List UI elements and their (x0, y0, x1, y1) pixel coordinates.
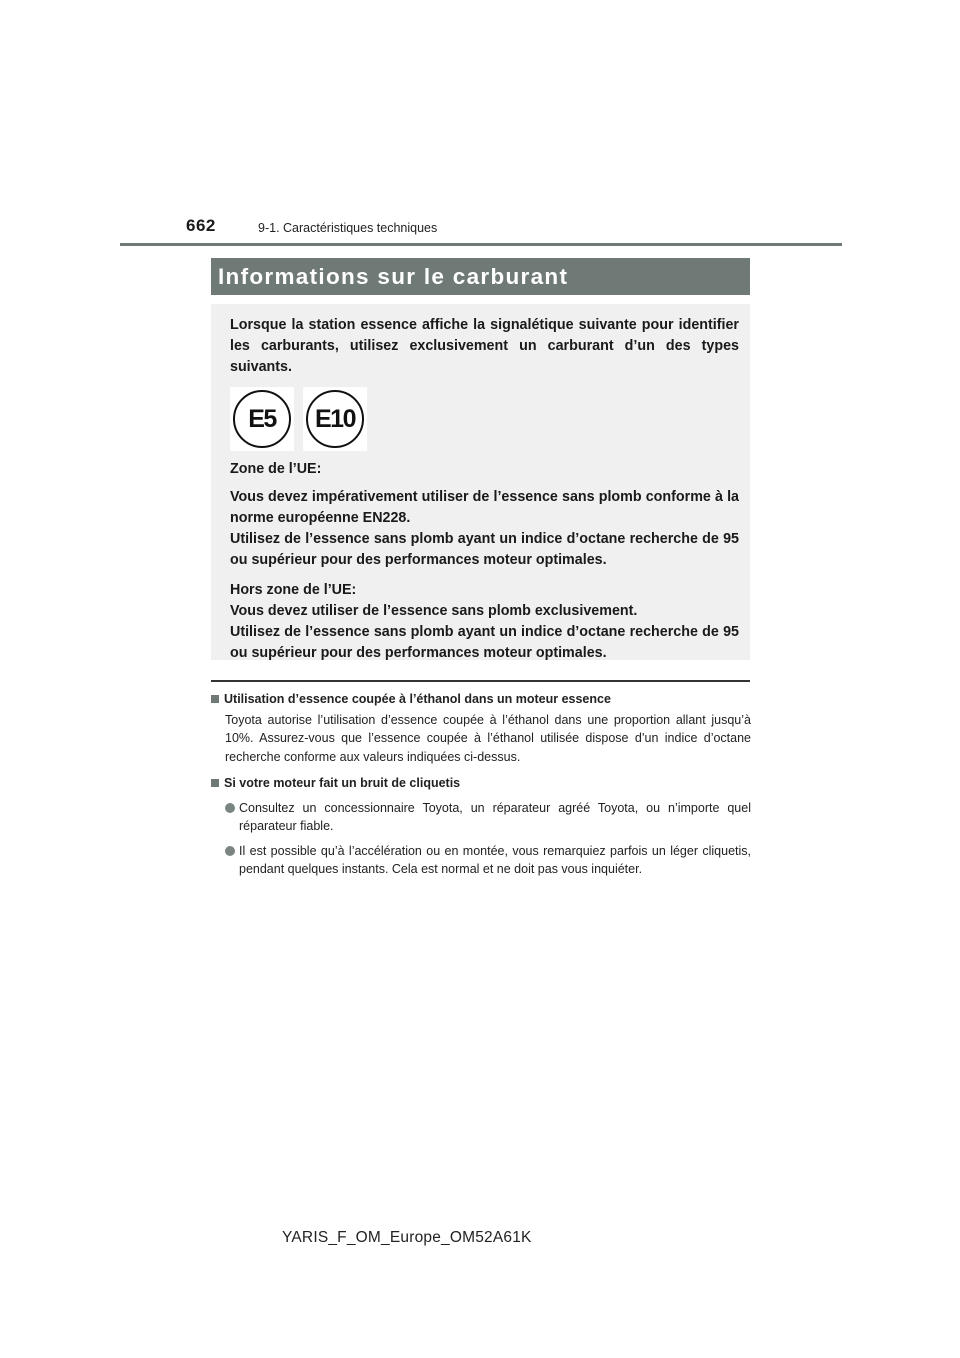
square-bullet-icon (211, 695, 219, 703)
header-divider (120, 243, 842, 246)
fuel-label-e10 (303, 387, 367, 451)
fuel-label-e5-text: E5 (233, 390, 291, 448)
square-bullet-icon (211, 779, 219, 787)
notes-section (211, 690, 751, 879)
note-heading-ethanol-text: Utilisation d’essence coupée à l’éthanol dans un moteur essence (224, 692, 611, 706)
eu-text-2: Utilisez de l’essence sans plomb ayant un indice d’octane recherche de 95 ou supérieur pour des performances moteur optimales. (230, 531, 739, 568)
list-item (225, 799, 751, 836)
intro-text: Lorsque la station essence affiche la signalétique suivante pour identifier les carburants, utilisez exclusivement un carburant d’un des types suivants. (230, 317, 739, 375)
list-item-text: Il est possible qu’à l’accélération ou en montée, vous remarquiez parfois un léger cliquetis, pendant quelques instants. Cela est normal et ne doit pas vous inquiéter. (239, 843, 751, 876)
non-eu-heading: Hors zone de l’UE: (230, 582, 357, 598)
list-item-text: Consultez un concessionnaire Toyota, un réparateur agréé Toyota, ou n’importe quel réparateur fiable. (239, 800, 751, 833)
note-heading-knocking-text: Si votre moteur fait un bruit de cliquetis (224, 776, 461, 790)
section-reference: 9-1. Caractéristiques techniques (258, 221, 438, 235)
list-item (225, 842, 751, 879)
note-heading-ethanol (211, 690, 751, 709)
fuel-label-e5 (230, 387, 294, 451)
note-body-ethanol: Toyota autorise l’utilisation d’essence coupée à l’éthanol dans une proportion allant jusqu’à 10%. Assurez-vous que l’essence coupée à l’éthanol utilisée dispose d’un indice d’octane recherche conforme aux valeurs indiquées ci-dessus. (225, 712, 751, 764)
non-eu-text-2: Utilisez de l’essence sans plomb ayant un indice d’octane recherche de 95 ou supérieur pour des performances moteur optimales. (230, 624, 739, 661)
note-heading-knocking (211, 774, 751, 793)
round-bullet-icon (225, 803, 235, 813)
fuel-info-box (211, 304, 750, 660)
page-number: 662 (186, 216, 216, 235)
fuel-label-e10-text: E10 (306, 390, 364, 448)
round-bullet-icon (225, 846, 235, 856)
eu-text-1: Vous devez impérativement utiliser de l’essence sans plomb conforme à la norme européenne EN228. (230, 489, 739, 526)
non-eu-text-1: Vous devez utiliser de l’essence sans plomb exclusivement. (230, 603, 638, 619)
document-code: YARIS_F_OM_Europe_OM52A61K (282, 1229, 532, 1246)
eu-heading: Zone de l’UE: (230, 461, 322, 477)
page-title: Informations sur le carburant (211, 258, 750, 295)
section-divider (211, 680, 750, 682)
fuel-labels (230, 387, 739, 451)
